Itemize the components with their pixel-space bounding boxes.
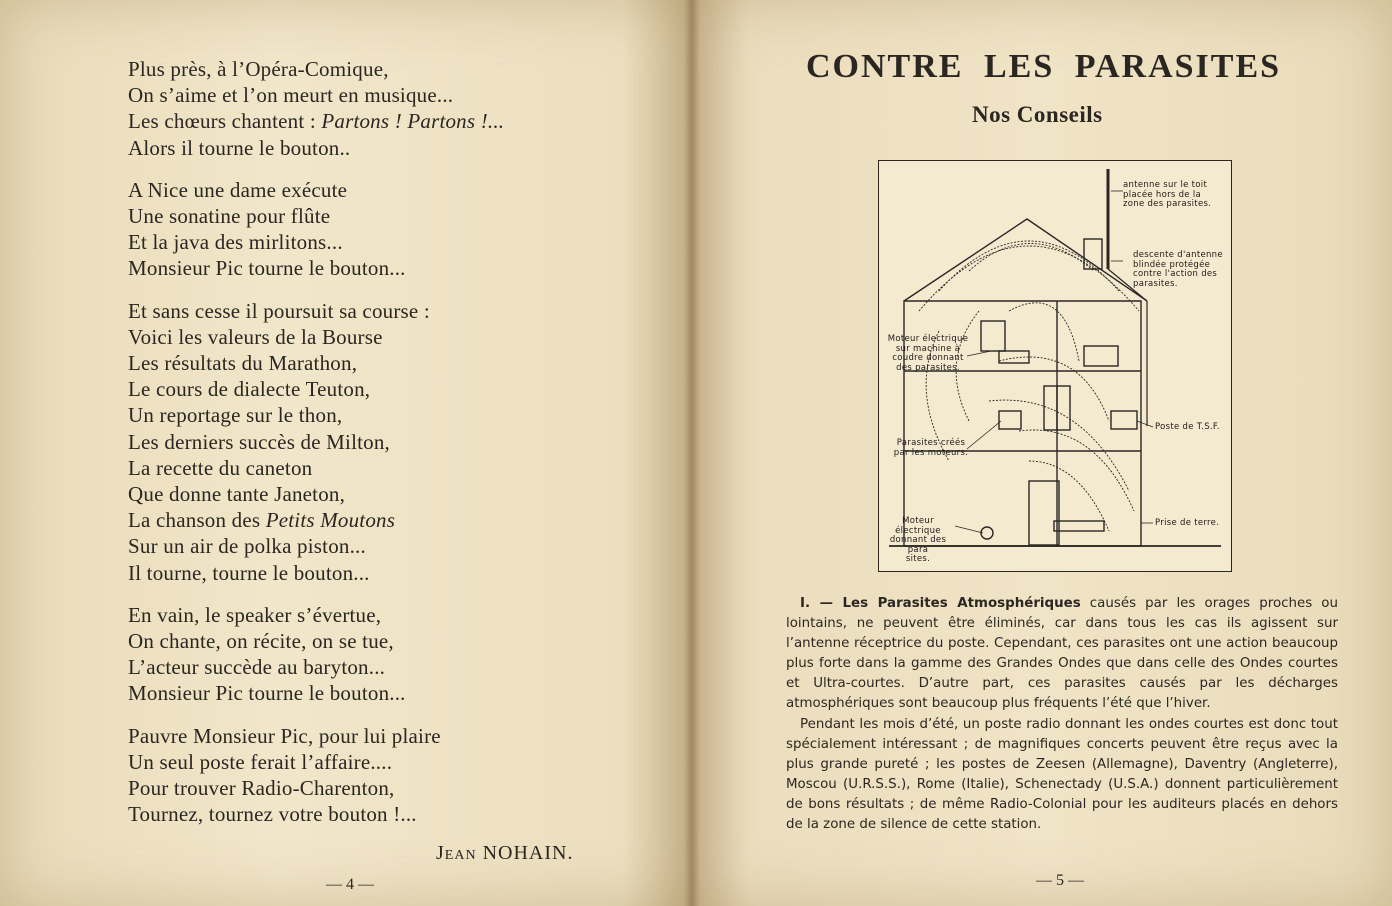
poem-line: Pour trouver Radio-Charenton, xyxy=(128,776,395,801)
caption-line: Moteur électrique xyxy=(887,334,969,344)
poem-stanza xyxy=(128,723,598,828)
poem-stanza xyxy=(128,177,598,282)
caption-line: contre l'action des xyxy=(1133,269,1218,279)
poem-line: Plus près, à l’Opéra-Comique, xyxy=(128,57,389,81)
paragraph-lead: I. — Les Parasites Atmosphériques xyxy=(800,596,1081,611)
poem-line: Voici les valeurs de la Bourse xyxy=(128,324,383,349)
author-signature xyxy=(436,842,573,865)
poem-line: Il tourne, tourne le bouton... xyxy=(128,560,370,585)
caption-line: Moteur électrique xyxy=(895,516,941,536)
poem-line: En vain, le speaker s’évertue, xyxy=(128,602,382,627)
caption-line: zone des parasites. xyxy=(1123,199,1212,209)
page-title: CONTRE LES PARASITES xyxy=(806,48,1282,85)
caption-antenna xyxy=(1123,181,1211,210)
poem-line: Et sans cesse il poursuit sa course : xyxy=(128,298,430,323)
poem-line-italic: Petits Moutons xyxy=(265,508,396,533)
poem-line-part: Les chœurs chantent : xyxy=(128,109,322,134)
caption-line: par les moteurs. xyxy=(893,447,969,458)
poem-line: On chante, on récite, on se tue, xyxy=(128,629,394,654)
poem-line: Tournez, tournez votre bouton !... xyxy=(128,802,417,827)
page-number-left: — 4 — xyxy=(326,876,374,893)
poem-line: Pauvre Monsieur Pic, pour lui plaire xyxy=(128,723,441,748)
poem-stanza xyxy=(128,298,598,586)
caption-descent xyxy=(1133,251,1223,289)
caption-motor-electric xyxy=(881,517,955,565)
poem-line: La recette du caneton xyxy=(128,455,313,480)
caption-line: sur machine à xyxy=(895,343,961,354)
page-subtitle: Nos Conseils xyxy=(972,102,1103,127)
poem-stanza xyxy=(128,602,598,707)
poem-stanza xyxy=(128,56,598,161)
poem-line: L’acteur succède au baryton... xyxy=(128,655,386,680)
poem-line: Les résultats du Marathon, xyxy=(128,351,358,376)
caption-motor-created xyxy=(891,439,971,458)
caption-tsf: Poste de T.S.F. xyxy=(1155,422,1220,432)
poem-line: Et la java des mirlitons... xyxy=(128,230,343,255)
poem-line: On s’aime et l’on meurt en musique... xyxy=(128,83,454,108)
poem-line: Alors il tourne le bouton.. xyxy=(128,135,351,160)
caption-line: parasites. xyxy=(1133,278,1178,289)
caption-ground: Prise de terre. xyxy=(1155,518,1220,528)
book-gutter xyxy=(684,0,700,906)
poem-line: Que donne tante Janeton, xyxy=(128,482,346,507)
page-number-right: — 5 — xyxy=(1036,872,1084,889)
caption-line: sites. xyxy=(905,554,931,564)
caption-line: placée hors de la xyxy=(1123,189,1202,200)
poem xyxy=(128,56,598,843)
paragraph-text: causés par les orages proches ou lointains, ne peuvent être éliminés, car dans tous les cas ils agissent sur l’antenne réceptrice du poste. Cependant, ces parasites ont une action beaucoup plus forte dans la gamme des Grandes Ondes que dans celle des Ondes courtes et Ultra-courtes. D’autre part, ces parasites causés par les décharges atmosphériques sont beaucoup plus fréquents l’été que l’hiver. xyxy=(786,596,1338,712)
caption-line: des parasites. xyxy=(896,362,960,373)
paragraph xyxy=(786,594,1338,715)
poem-line: Sur un air de polka piston... xyxy=(128,534,366,559)
paragraph: Pendant les mois d’été, un poste radio donnant les ondes courtes est donc tout spécialement intéressant ; de magnifiques concerts peuvent être reçus avec la plus grande pureté ; les postes de Zeesen (Allemagne), Daventry (Angleterre), Moscou (U.R.S.S.), Rome (Italie), Schenectady (U.S.A.) donnent particulièrement de bons résultats ; de même Radio-Colonial pour les auditeurs placés en dehors de la zone de silence de cette station. xyxy=(786,716,1338,833)
poem-line: Un reportage sur le thon, xyxy=(128,403,343,428)
poem-line: Monsieur Pic tourne le bouton... xyxy=(128,256,406,281)
caption-motor-sewing xyxy=(882,335,974,373)
poem-line: Un seul poste ferait l’affaire.... xyxy=(128,749,393,774)
poem-line xyxy=(128,108,598,134)
article-body xyxy=(786,594,1338,835)
poem-line-part: La chanson des xyxy=(128,508,266,533)
caption-line: antenne sur le toit xyxy=(1123,180,1208,190)
author-last-name: NOHAIN. xyxy=(482,842,574,864)
poem-line-italic: Partons ! Partons !... xyxy=(321,109,505,134)
house-diagram xyxy=(878,160,1232,572)
poem-line: A Nice une dame exécute xyxy=(128,177,348,202)
caption-line: coudre donnant xyxy=(892,353,964,363)
poem-line xyxy=(128,507,598,533)
poem-line: Monsieur Pic tourne le bouton... xyxy=(128,681,406,706)
caption-line: descente d'antenne xyxy=(1133,250,1223,260)
caption-line: donnant des para xyxy=(889,535,947,555)
caption-line: Parasites créés xyxy=(896,438,966,448)
author-first-name: Jean xyxy=(436,842,477,864)
poem-line: Les derniers succès de Milton, xyxy=(128,429,391,454)
caption-line: blindée protégée xyxy=(1133,259,1211,270)
poem-line: Le cours de dialecte Teuton, xyxy=(128,377,371,402)
poem-line: Une sonatine pour flûte xyxy=(128,204,331,229)
